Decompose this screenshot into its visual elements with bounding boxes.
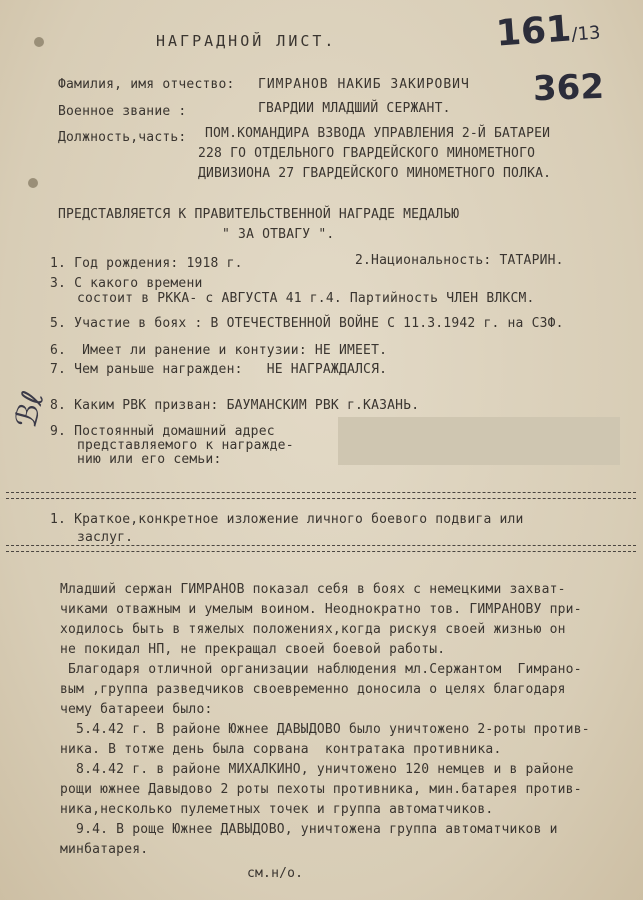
nomination-line-2: " ЗА ОТВАГУ ". — [222, 227, 335, 242]
name-label: Фамилия, имя отчество: — [58, 77, 235, 92]
item-address-3: нию или его семьи: — [77, 452, 222, 467]
archive-number — [495, 6, 602, 54]
narrative-line: не покидал НП, не прекращал своей боевой работы. — [60, 642, 446, 657]
narrative-line: 5.4.42 г. В районе Южнее ДАВЫДОВО было уничтожено 2-роты против- — [60, 722, 590, 737]
continued-note: см.н/о. — [247, 866, 304, 881]
divider-top — [6, 492, 636, 499]
item-service-since: 3. С какого времени — [50, 276, 203, 291]
item-draft-office: 8. Каким РВК призван: БАУМАНСКИМ РВК г.КАЗАНЬ. — [50, 398, 420, 413]
item-wounds: 6. Имеет ли ранение и контузии: НЕ ИМЕЕТ. — [50, 343, 388, 358]
position-line-2: 228 ГО ОТДЕЛЬНОГО ГВАРДЕЙСКОГО МИНОМЕТНОГО — [198, 146, 536, 161]
item-combat: 5. Участие в боях : В ОТЕЧЕСТВЕННОЙ ВОЙНЕ С 11.3.1942 г. на СЗФ. — [50, 316, 564, 331]
rank-label: Военное звание : — [58, 104, 187, 119]
divider-bottom — [6, 545, 636, 552]
position-line-1: ПОМ.КОМАНДИРА ВЗВОДА УПРАВЛЕНИЯ 2-Й БАТАРЕИ — [205, 126, 551, 141]
narrative-line: 8.4.42 г. в районе МИХАЛКИНО, уничтожено 120 немцев и в районе — [60, 762, 574, 777]
punch-hole-top — [34, 37, 44, 47]
item-address-1: 9. Постоянный домашний адрес — [50, 424, 275, 439]
item-awards: 7. Чем раньше награжден: НЕ НАГРАЖДАЛСЯ. — [50, 362, 388, 377]
item-nationality: 2.Национальность: ТАТАРИН. — [355, 253, 564, 268]
position-line-3: ДИВИЗИОНА 27 ГВАРДЕЙСКОГО МИНОМЕТНОГО ПОЛКА. — [198, 166, 552, 181]
narrative-line: ходилось быть в тяжелых положениях,когда рискуя своей жизнью он — [60, 622, 566, 637]
nomination-line-1: ПРЕДСТАВЛЯЕТСЯ К ПРАВИТЕЛЬСТВЕННОЙ НАГРАДЕ МЕДАЛЬЮ — [58, 207, 460, 222]
narrative-line: чиками отважным и умелым воином. Неоднократно тов. ГИМРАНОВУ при- — [60, 602, 582, 617]
item-birth-year: 1. Год рождения: 1918 г. — [50, 256, 243, 271]
item-address-2: представляемого к награжде- — [77, 438, 294, 453]
narrative-line: Благодаря отличной организации наблюдения мл.Сержантом Гимрано- — [60, 662, 582, 677]
narrative-line: минбатарея. — [60, 842, 149, 857]
section-heading-2: заслуг. — [77, 530, 134, 545]
archive-number-sub: /13 — [570, 22, 602, 46]
narrative — [60, 580, 635, 860]
archive-number-main: 161 — [494, 8, 573, 55]
narrative-line: Младший сержан ГИМРАНОВ показал себя в боях с немецкими захват- — [60, 582, 566, 597]
position-label: Должность,часть: — [58, 130, 187, 145]
narrative-line: чему батарееи было: — [60, 702, 213, 717]
narrative-line: рощи южнее Давыдово 2 роты пехоты противника, мин.батарея против- — [60, 782, 582, 797]
rank-value: ГВАРДИИ МЛАДШИЙ СЕРЖАНТ. — [258, 101, 451, 116]
narrative-line: ника,несколько пулеметных точек и группа автоматчиков. — [60, 802, 494, 817]
name-value: ГИМРАНОВ НАКИБ ЗАКИРОВИЧ — [258, 77, 470, 92]
narrative-line: 9.4. В роще Южнее ДАВЫДОВО, уничтожена группа автоматчиков и — [60, 822, 558, 837]
narrative-line: ника. В тотже день была сорвана контратака противника. — [60, 742, 502, 757]
redacted-address — [338, 417, 620, 465]
item-service-party: состоит в РККА- с АВГУСТА 41 г.4. Партийность ЧЛЕН ВЛКСМ. — [77, 291, 535, 306]
document-title: НАГРАДНОЙ ЛИСТ. — [156, 32, 337, 50]
sheet-number: 362 — [532, 66, 605, 110]
narrative-line: вым ,группа разведчиков своевременно доносила о целях благодаря — [60, 682, 566, 697]
margin-note-handwritten: ℬℓ — [8, 387, 52, 432]
punch-hole-bottom — [28, 178, 38, 188]
section-heading-1: 1. Краткое,конкретное изложение личного боевого подвига или — [50, 512, 524, 527]
